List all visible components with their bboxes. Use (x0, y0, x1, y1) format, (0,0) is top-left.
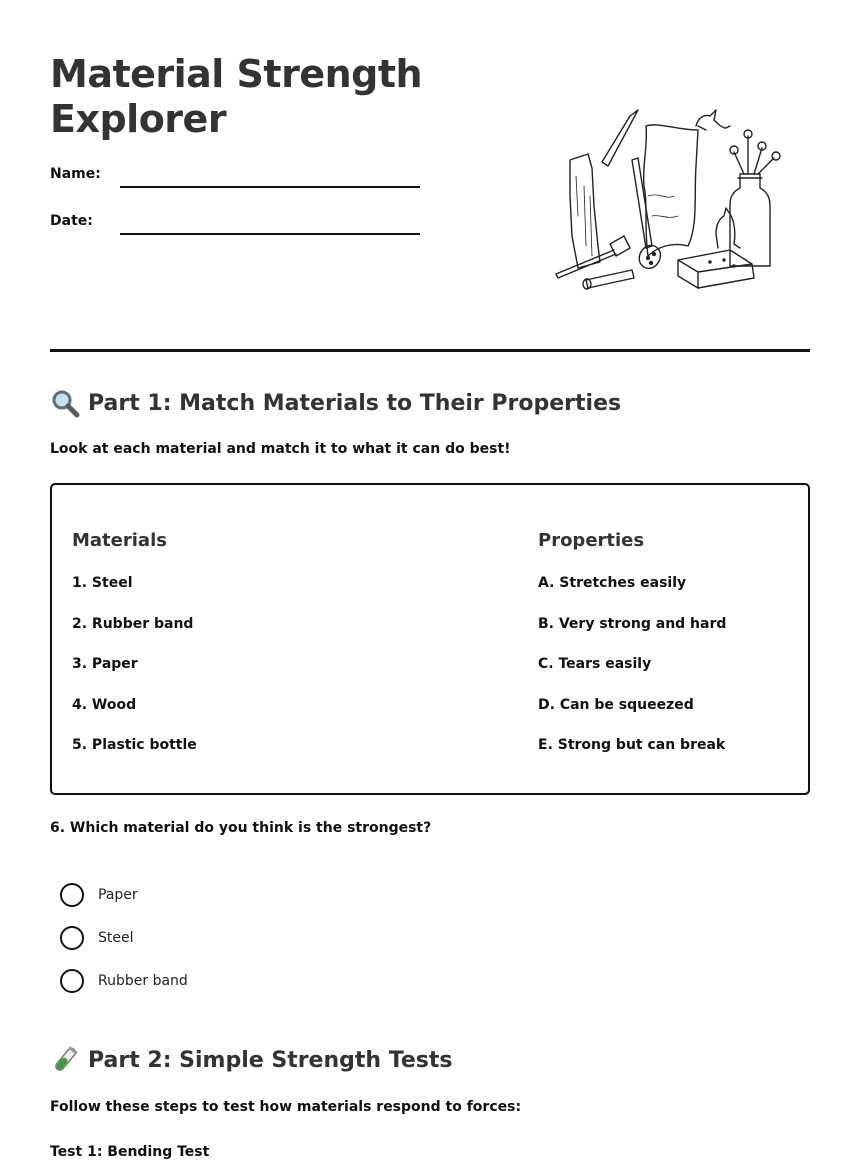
date-field[interactable] (120, 233, 420, 235)
radio-button[interactable] (60, 926, 84, 950)
radio-button[interactable] (60, 969, 84, 993)
properties-heading: Properties (538, 530, 645, 551)
name-label: Name: (50, 166, 101, 182)
material-item: 5. Plastic bottle (72, 737, 197, 753)
part1-heading (50, 388, 621, 418)
property-item: C. Tears easily (538, 656, 652, 672)
option-label: Rubber band (98, 973, 188, 989)
property-item: D. Can be squeezed (538, 697, 694, 713)
magnifying-glass-icon (50, 388, 80, 418)
materials-illustration (548, 96, 788, 302)
option-paper[interactable] (60, 883, 138, 907)
part1-instructions: Look at each material and match it to what it can do best! (50, 441, 511, 457)
option-rubber-band[interactable] (60, 969, 188, 993)
date-label: Date: (50, 213, 93, 229)
matching-box (50, 483, 810, 795)
page-title: Material Strength Explorer (50, 52, 423, 141)
radio-button[interactable] (60, 883, 84, 907)
property-item: E. Strong but can break (538, 737, 726, 753)
material-item: 4. Wood (72, 697, 137, 713)
part1-title: Part 1: Match Materials to Their Properties (88, 390, 622, 416)
section-divider (50, 349, 810, 352)
part2-title: Part 2: Simple Strength Tests (88, 1047, 453, 1073)
property-item: A. Stretches easily (538, 575, 687, 591)
option-label: Steel (98, 930, 134, 946)
part2-instructions: Follow these steps to test how materials respond to forces: (50, 1099, 522, 1115)
part2-heading (50, 1045, 452, 1075)
test-tube-icon (50, 1045, 80, 1075)
name-field[interactable] (120, 186, 420, 188)
property-item: B. Very strong and hard (538, 616, 727, 632)
material-item: 1. Steel (72, 575, 133, 591)
option-steel[interactable] (60, 926, 134, 950)
materials-heading: Materials (72, 530, 167, 551)
material-item: 3. Paper (72, 656, 138, 672)
test1-heading: Test 1: Bending Test (50, 1144, 210, 1160)
strongest-question: 6. Which material do you think is the strongest? (50, 820, 432, 836)
option-label: Paper (98, 887, 138, 903)
material-item: 2. Rubber band (72, 616, 194, 632)
